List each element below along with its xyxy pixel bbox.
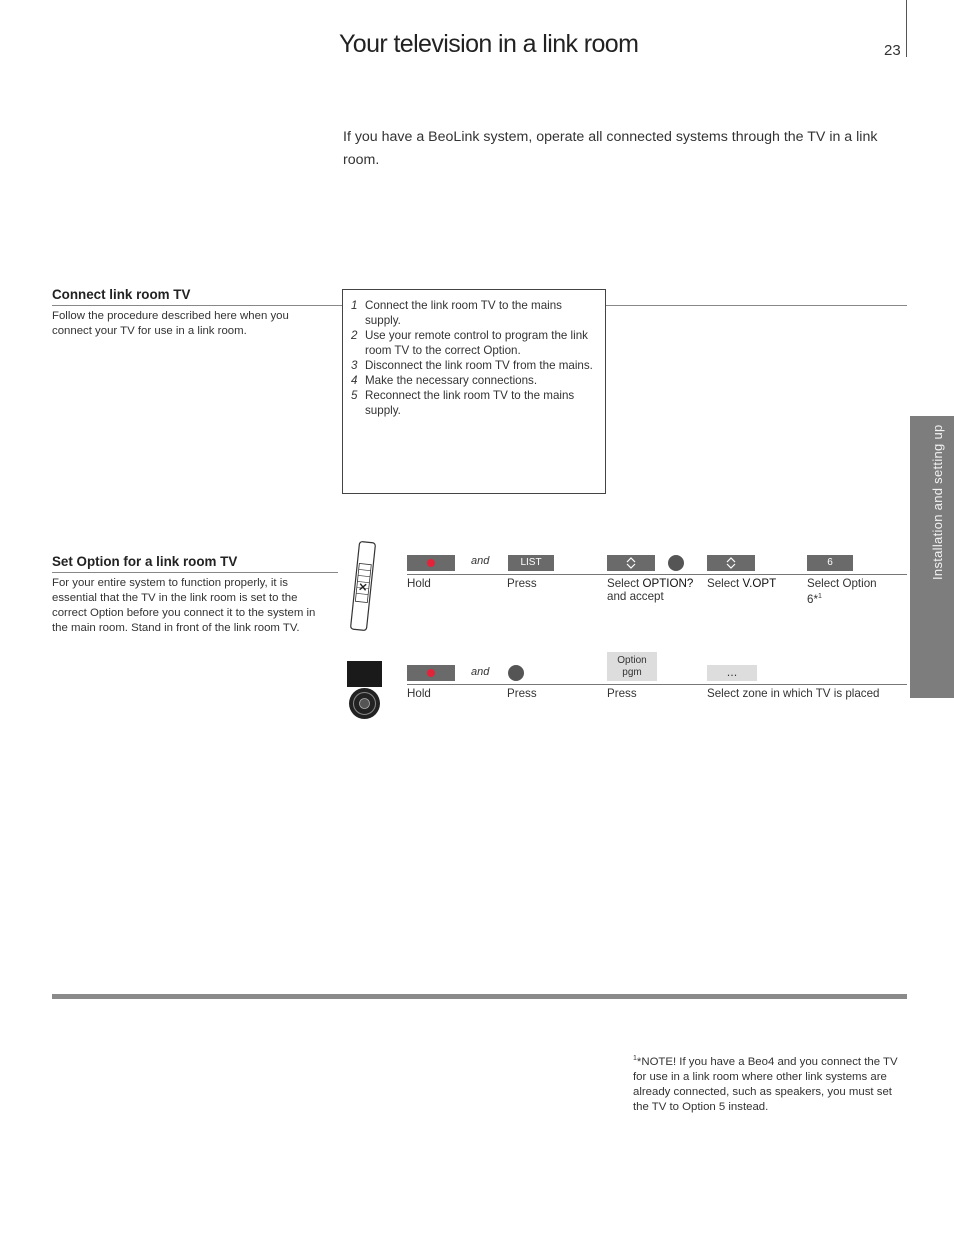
footnote-mark: 1: [633, 1055, 637, 1062]
connect-section-title: Connect link room TV: [52, 287, 191, 302]
option-q-text: OPTION?: [642, 577, 694, 590]
header-rule: [906, 0, 907, 57]
page-title: Your television in a link room: [339, 30, 639, 58]
caption-select-zone: Select zone in which TV is placed: [707, 687, 880, 700]
step-item: [351, 298, 595, 328]
beo6-screen-icon: [347, 661, 382, 687]
and-label: and: [471, 555, 490, 567]
step-number: 2: [351, 329, 358, 342]
step-number: 4: [351, 374, 358, 387]
select-word: Select: [607, 577, 640, 590]
set-option-rule: [52, 572, 338, 573]
intro-paragraph: If you have a BeoLink system, operate all connected systems through the TV in a link room.: [343, 129, 878, 168]
center-button-icon: [508, 665, 524, 681]
footnote: [633, 1051, 908, 1115]
vopt-text: V.OPT: [742, 577, 777, 590]
caption-press: Press: [507, 577, 537, 590]
page-number: 23: [884, 42, 901, 59]
option-pgm-button: Option pgm: [607, 652, 657, 681]
connect-rule-right: [606, 305, 907, 306]
list-key: LIST: [508, 555, 554, 571]
step-text: Use your remote control to program the link room TV to the correct Option.: [365, 329, 588, 357]
step-item: [351, 388, 595, 418]
beo6-wheel-icon: [348, 687, 381, 720]
step-text: Make the necessary connections.: [365, 374, 538, 387]
step-number: 1: [351, 299, 358, 312]
step-number: 3: [351, 359, 358, 372]
caption-hold: Hold: [407, 687, 431, 700]
row2-rule: [407, 684, 907, 685]
standby-red-key: [407, 555, 455, 571]
step-item: [351, 328, 595, 358]
caption-press: Press: [607, 687, 637, 700]
connect-rule-left: [52, 305, 342, 306]
caption-press: Press: [507, 687, 537, 700]
step-number: 5: [351, 389, 358, 402]
go-center-button-icon: [668, 555, 684, 571]
footnote-ref: 1: [817, 593, 822, 600]
caption-select-option: [607, 577, 703, 603]
row1-rule: [407, 574, 907, 575]
steps-box: [342, 289, 606, 494]
up-down-arrow-icon: [707, 555, 755, 571]
step-item: [351, 358, 595, 373]
select-option-6-text: Select Option 6*: [807, 577, 877, 606]
caption-hold: Hold: [407, 577, 431, 590]
up-down-arrow-icon: [607, 555, 655, 571]
set-option-section-body: For your entire system to function properly, it is essential that the TV in the link room is set to the correct Option before you connect it to the system in the main room. Stand in front of the link room TV.: [52, 577, 316, 634]
step-text: Disconnect the link room TV from the mains.: [365, 359, 593, 372]
and-accept-text: and accept: [607, 590, 664, 603]
and-label: and: [471, 666, 490, 678]
step-text: Reconnect the link room TV to the mains supply.: [365, 389, 575, 417]
caption-select-option-6: [807, 577, 893, 606]
ellipsis-button: ...: [707, 665, 757, 681]
step-item: [351, 373, 595, 388]
up-down-key: [707, 555, 755, 571]
beo4-remote-icon: [346, 538, 380, 634]
caption-select-vopt: [707, 577, 776, 590]
footnote-text: *NOTE! If you have a Beo4 and you connect the TV for use in a link room where other link systems are already connected, such as speakers, you must set the TV to Option 5 instead.: [633, 1055, 898, 1113]
digit-6-key: 6: [807, 555, 853, 571]
side-tab-label: Installation and setting up: [930, 424, 945, 580]
up-down-key: [607, 555, 655, 571]
step-text: Connect the link room TV to the mains supply.: [365, 299, 562, 327]
section-side-tab: [910, 416, 954, 698]
connect-section-body: Follow the procedure described here when you connect your TV for use in a link room.: [52, 310, 289, 337]
select-word: Select: [707, 577, 740, 590]
set-option-section-title: Set Option for a link room TV: [52, 554, 238, 569]
bottom-divider-bar: [52, 994, 907, 999]
steps-list: [343, 290, 605, 418]
standby-red-key: [407, 665, 455, 681]
